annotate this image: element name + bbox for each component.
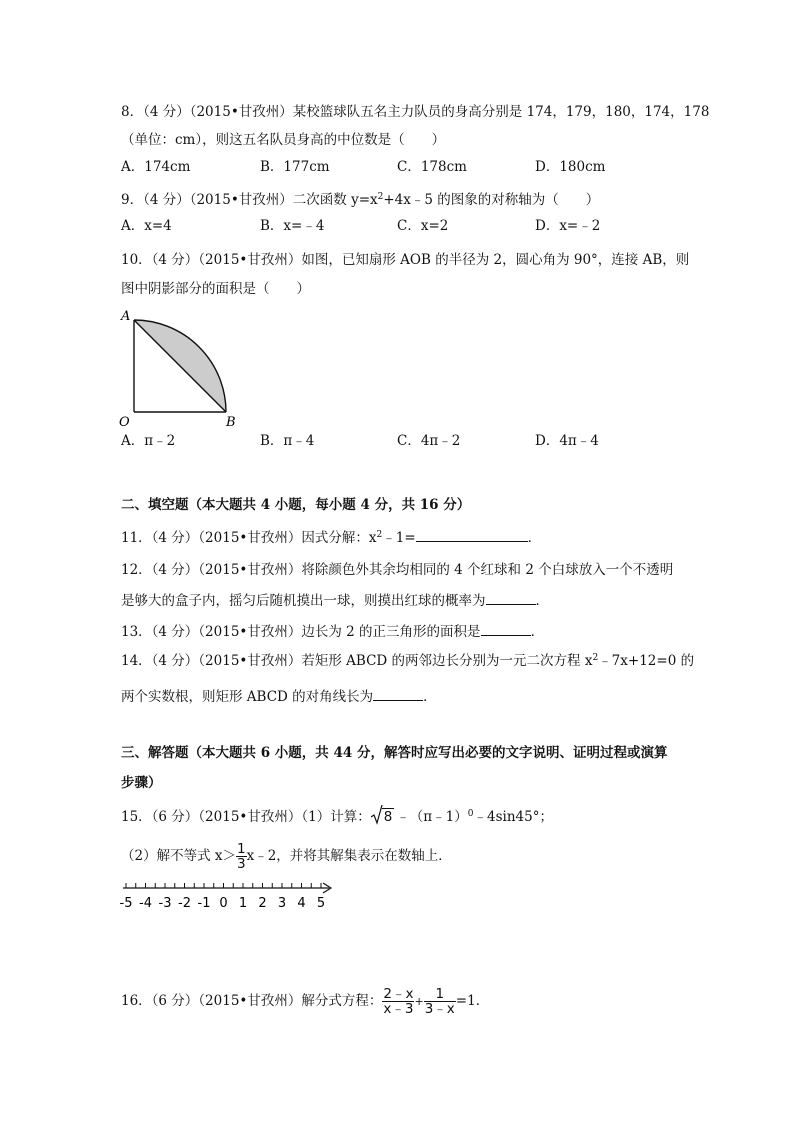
- q11-exponent: 2: [376, 530, 383, 540]
- q10-stem-line1: 10．（4 分）（2015•甘孜州）如图，已知扇形 AOB 的半径为 2，圆心角为 90°，连接 AB，则: [121, 252, 690, 268]
- q16-fraction-1: $\frac{2﹣x}{x﹣3}$: [383, 986, 414, 1017]
- q11-answer-blank[interactable]: [416, 528, 528, 542]
- q15-part2: （2）解不等式 x＞ $\frac{1}{3}$ x﹣2，并将其解集表示在数轴上．: [121, 841, 452, 872]
- number-line-label: 5: [316, 896, 326, 911]
- q16-fraction-2: $\frac{1}{3﹣x}$: [424, 986, 455, 1017]
- q10-stem-line2: 图中阴影部分的面积是（ ）: [121, 281, 310, 297]
- number-line-label: -5: [119, 896, 133, 911]
- q13-answer-blank[interactable]: [481, 622, 531, 636]
- q8-option-a: A．174cm: [121, 159, 191, 175]
- number-line-label: -3: [158, 896, 172, 911]
- q10-option-d: D．4π﹣4: [535, 433, 599, 449]
- q12-answer-blank[interactable]: [486, 591, 536, 605]
- q9-option-a: A．x=4: [121, 218, 172, 234]
- q11-stem: 11．（4 分）（2015•甘孜州）因式分解：$x^2﹣1=$ ．: [121, 530, 542, 546]
- number-line-label: 0: [219, 896, 228, 911]
- q15-exponent: 0: [467, 809, 474, 819]
- q8-option-b: B．177cm: [260, 159, 330, 175]
- section-3-heading-line2: 步骤）: [121, 775, 162, 791]
- q14-exponent: 2: [592, 653, 599, 663]
- number-line: [119, 878, 339, 914]
- q8-stem-line1: 8．（4 分）（2015•甘孜州）某校篮球队五名主力队员的身高分别是 174，179，180，174，178: [121, 104, 710, 120]
- q16-stem: 16．（6 分）（2015•甘孜州）解分式方程： $\frac{2﹣x}{x﹣3}$ + $\frac{1}{3﹣x}$ =1．: [121, 986, 490, 1017]
- q10-option-c: C．4π﹣2: [397, 433, 461, 449]
- q14-stem-line2: 两个实数根，则矩形 ABCD 的对角线长为 ．: [121, 689, 437, 705]
- q12-stem-line1: 12．（4 分）（2015•甘孜州）将除颜色外其余均相同的 4 个红球和 2 个白球放入一个不透明: [121, 562, 674, 578]
- q15-part1: 15．（6 分）（2015•甘孜州）（1）计算： 8 ﹣（π﹣1）$^0$﹣4sin45°；: [121, 808, 553, 826]
- number-line-label: 2: [258, 896, 267, 911]
- label-b: B: [226, 415, 236, 430]
- q9-option-d: D．x=﹣2: [535, 218, 601, 234]
- number-line-label: -4: [139, 896, 152, 911]
- section-3-heading-line1: 三、解答题（本大题共 6 小题，共 44 分，解答时应写出必要的文字说明、证明过程或演算: [121, 745, 668, 761]
- sqrt-8: 8: [371, 808, 395, 826]
- q13-stem: 13．（4 分）（2015•甘孜州）边长为 2 的正三角形的面积是 ．: [121, 624, 545, 640]
- q12-stem-line2: 是够大的盒子内，摇匀后随机摸出一球，则摸出红球的概率为 ．: [121, 593, 549, 609]
- q9-option-b: B．x=﹣4: [260, 218, 325, 234]
- q9-option-c: C．x=2: [397, 218, 449, 234]
- q9-stem: 9．（4 分）（2015•甘孜州）二次函数 $y=x^2+4x﹣5$ 的图象的对称轴为（ ）: [121, 192, 600, 208]
- label-o: O: [119, 415, 130, 430]
- q8-option-c: C．178cm: [397, 159, 467, 175]
- q9-exponent: 2: [377, 192, 384, 202]
- number-line-label: 4: [297, 896, 306, 911]
- q15-fraction: $\frac{1}{3}$: [237, 841, 246, 872]
- number-line-label: -1: [197, 896, 211, 911]
- section-2-heading: 二、填空题（本大题共 4 小题，每小题 4 分，共 16 分）: [121, 497, 471, 513]
- q10-option-a: A．π﹣2: [121, 433, 176, 449]
- number-line-label: 3: [277, 896, 287, 911]
- q10-option-b: B．π﹣4: [260, 433, 315, 449]
- sector-figure: [112, 305, 247, 430]
- label-a: A: [121, 309, 131, 324]
- number-line-label: -2: [178, 896, 191, 911]
- number-line-label: 1: [238, 896, 248, 911]
- q14-answer-blank[interactable]: [373, 687, 423, 701]
- q14-stem-line1: 14．（4 分）（2015•甘孜州）若矩形 ABCD 的两邻边长分别为一元二次方程 $x^2﹣7x+12=0$ 的: [121, 653, 695, 669]
- q8-option-d: D．180cm: [535, 159, 606, 175]
- q8-stem-line2: （单位：cm），则这五名队员身高的中位数是（ ）: [121, 132, 446, 148]
